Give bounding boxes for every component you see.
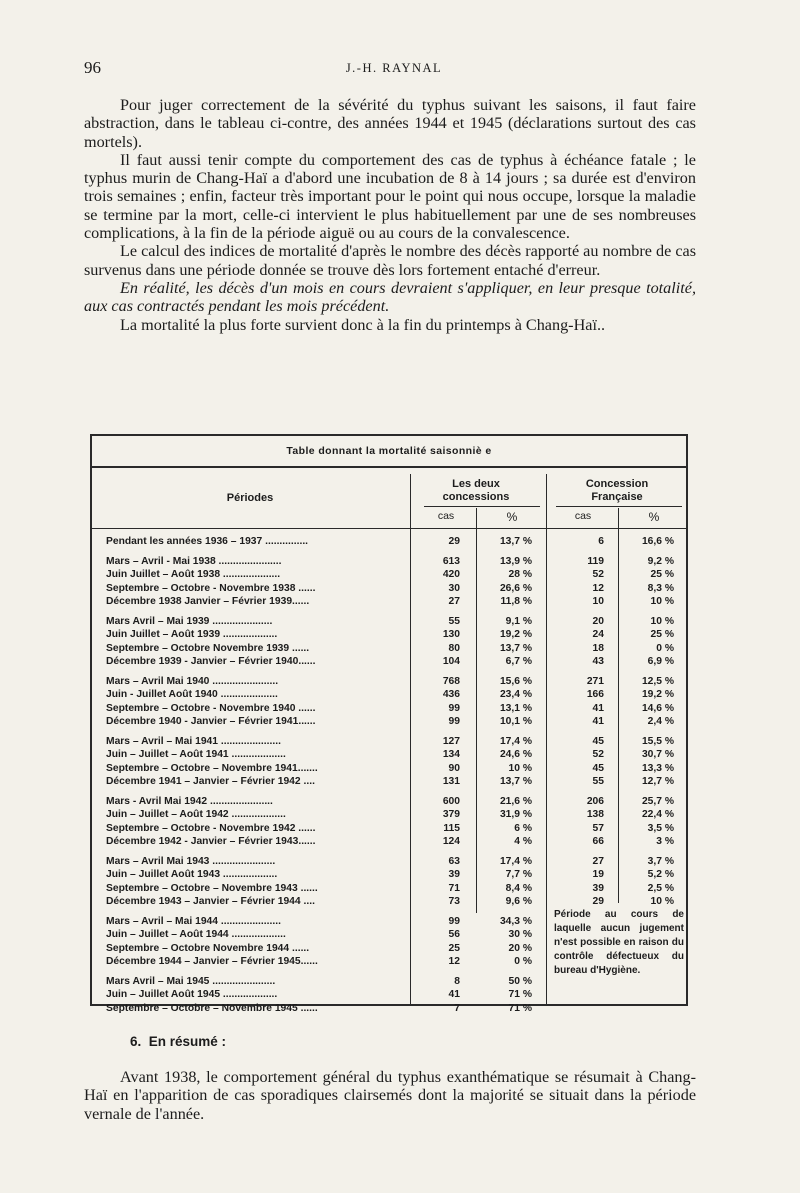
cell-cas-french: 39 [592,882,604,894]
cell-cas-both: 379 [442,809,460,821]
cell-pct-french: 0 % [656,642,674,654]
table-row [92,775,686,788]
cell-cas-french: 55 [592,776,604,787]
table-row [92,702,686,715]
cell-period: Mars – Avril – Mai 1941 ..................... [106,735,281,747]
cell-pct-french: 5,2 % [647,869,674,881]
cell-cas-french: 19 [592,869,604,881]
cell-cas-both: 41 [448,989,460,1001]
cell-pct-french: 2,5 % [647,882,674,894]
paragraph-5: La mortalité la plus forte survient donc à la fin du printemps à Chang-Haï.. [120,315,606,334]
col-header-group1-line2: concessions [442,491,510,503]
table-row [92,715,686,728]
cell-pct-french: 30,7 % [641,749,674,761]
cell-pct-both: 13,1 % [499,702,532,714]
cell-period: Juin – Juillet Août 1945 ................... [106,989,278,1001]
cell-period: Septembre – Octobre Novembre 1939 ...... [106,642,310,654]
table-row [92,795,686,808]
cell-pct-both: 17,4 % [499,735,532,747]
cell-cas-both: 80 [448,642,460,654]
table-row [92,822,686,835]
cell-cas-french: 41 [592,716,604,727]
cell-period: Mars - Avril Mai 1942 ...................... [106,795,273,807]
table-row [92,615,686,628]
cell-pct-both: 10 % [508,762,532,774]
cell-cas-both: 56 [448,929,460,941]
cell-period: Septembre – Octobre – Novembre 1943 ...... [106,882,318,894]
table-row [92,555,686,568]
cell-period: Juin Juillet – Août 1939 ................... [106,629,278,641]
cell-period: Pendant les années 1936 – 1937 ............... [106,536,309,547]
col-header-periodes: Périodes [226,492,274,504]
cell-cas-both: 99 [448,915,460,927]
body-text-bottom [84,1068,696,1123]
cell-pct-both: 71 % [508,989,532,1001]
cell-pct-french: 6,9 % [647,656,674,667]
col-header-group2-line1: Concession [585,478,649,490]
cell-period: Juin – Juillet – Août 1944 ................... [106,929,286,941]
paragraph-1: Pour juger correctement de la sévérité du typhus suivant les saisons, il faut faire abstraction, dans le tableau ci-contre, des années 1944 et 1945 (déclarations surtout des cas mortels). [84,96,696,151]
cell-cas-both: 39 [448,869,460,881]
cell-pct-both: 6 % [514,822,532,834]
cell-period: Juin – Juillet – Août 1942 ................... [106,809,286,821]
cell-cas-both: 12 [448,956,460,967]
cell-cas-both: 63 [448,855,460,867]
table-row [92,655,686,668]
cell-period: Mars – Avril Mai 1940 ....................... [106,675,279,687]
cell-cas-french: 119 [587,555,604,567]
table-row [92,988,686,1001]
cell-cas-both: 27 [448,596,460,607]
cell-cas-both: 73 [448,896,460,907]
cell-pct-french: 14,6 % [641,702,674,714]
table-row [92,628,686,641]
cell-period: Mars Avril – Mai 1945 ...................... [106,975,276,987]
cell-period: Décembre 1938 Janvier – Février 1939...... [106,596,310,607]
table-row [92,762,686,775]
cell-cas-both: 99 [448,702,460,714]
cell-period: Mars – Avril - Mai 1938 ...................... [106,555,282,567]
cell-cas-both: 127 [442,735,460,747]
cell-pct-both: 17,4 % [499,855,532,867]
cell-pct-french: 13,3 % [641,762,674,774]
cell-pct-both: 15,6 % [499,675,532,687]
cell-pct-both: 20 % [508,942,532,954]
cell-pct-french: 12,5 % [641,675,674,687]
cell-pct-both: 8,4 % [505,882,532,894]
table-row [92,1002,686,1015]
cell-cas-french: 66 [592,836,604,847]
cell-period: Décembre 1941 – Janvier – Février 1942 .... [106,776,315,787]
cell-pct-french: 3,7 % [647,855,674,867]
cell-pct-both: 6,7 % [505,656,532,667]
cell-pct-both: 9,6 % [505,896,532,907]
cell-period: Juin Juillet – Août 1938 .................... [106,569,281,581]
table-row [92,808,686,821]
cell-period: Décembre 1939 - Janvier – Février 1940...... [106,656,316,667]
cell-pct-french: 25 % [650,629,674,641]
page-header [84,58,704,84]
cell-pct-both: 30 % [508,929,532,941]
cell-cas-french: 6 [598,536,604,547]
cell-cas-french: 45 [592,762,604,774]
cell-cas-both: 99 [448,716,460,727]
cell-pct-french: 22,4 % [641,809,674,821]
table-title: Table donnant la mortalité saisonniè e [286,445,492,457]
cell-cas-french: 166 [586,689,604,701]
cell-period: Septembre – Octobre – Novembre 1945 ...... [106,1002,318,1014]
cell-period: Septembre – Octobre - Novembre 1938 ...... [106,582,316,594]
table-row [92,895,686,908]
title-rule [92,466,686,468]
cell-pct-both: 11,8 % [500,596,532,607]
cell-pct-both: 19,2 % [499,629,532,641]
cell-period: Décembre 1943 – Janvier – Février 1944 .... [106,896,315,907]
cell-cas-french: 45 [592,735,604,747]
cell-pct-french: 25 % [650,569,674,581]
cell-cas-french: 10 [592,596,604,607]
cell-pct-french: 10 % [650,896,674,907]
col-header-group1-line1: Les deux [452,478,500,490]
cell-cas-french: 52 [592,569,604,581]
cell-pct-both: 34,3 % [499,915,532,927]
cell-pct-french: 10 % [650,615,674,627]
cell-pct-both: 13,9 % [499,555,532,567]
cell-cas-both: 124 [442,836,460,847]
cell-period: Septembre – Octobre - Novembre 1942 ...... [106,822,316,834]
cell-cas-french: 29 [592,896,604,907]
cell-cas-french: 24 [592,629,604,641]
table-row [92,735,686,748]
cell-cas-french: 57 [592,822,604,834]
table-row [92,868,686,881]
cell-pct-both: 0 % [514,956,532,967]
cell-cas-french: 20 [592,615,604,627]
cell-pct-french: 25,7 % [641,795,674,807]
section-title: En résumé : [148,1034,227,1049]
cell-period: Mars – Avril – Mai 1944 ..................... [106,915,281,927]
cell-pct-both: 13,7 % [499,776,532,787]
table-row [92,835,686,848]
table-row [92,582,686,595]
cell-period: Décembre 1942 - Janvier – Février 1943...... [106,836,316,847]
cell-cas-both: 8 [454,975,460,987]
cell-period: Mars Avril – Mai 1939 ..................... [106,615,273,627]
cell-cas-both: 600 [442,795,460,807]
cell-pct-french: 2,4 % [647,716,674,727]
cell-cas-both: 25 [448,942,460,954]
cell-pct-french: 19,2 % [641,689,674,701]
sub-header-cas-1: cas [437,510,455,522]
cell-cas-both: 7 [454,1002,460,1014]
mortality-table [90,434,688,1014]
paragraph-4: En réalité, les décès d'un mois en cours devraient s'appliquer, en leur presque totalité, aux cas contractés pendant les mois précédent. [84,278,696,316]
cell-cas-french: 18 [592,642,604,654]
cell-cas-french: 52 [592,749,604,761]
cell-pct-both: 71 % [508,1002,532,1014]
cell-period: Septembre – Octobre Novembre 1944 ...... [106,942,310,954]
page-number: 96 [84,58,101,77]
cell-cas-both: 130 [442,629,460,641]
sub-header-pct-1: % [506,510,518,524]
cell-period: Juin – Juillet – Août 1941 ................... [106,749,286,761]
table-footnote: Période au cours de laquelle aucun jugement n'est possible en raison du contrôle défectueux du bureau d'Hygiène. [554,909,684,976]
cell-pct-both: 24,6 % [499,749,532,761]
cell-pct-both: 21,6 % [499,795,532,807]
table-row [92,535,686,548]
header-rule [92,528,686,529]
cell-period: Septembre – Octobre – Novembre 1941....... [106,762,318,774]
sub-header-cas-2: cas [574,510,592,522]
cell-cas-both: 29 [448,536,460,547]
cell-pct-french: 9,2 % [647,555,674,567]
cell-pct-french: 8,3 % [647,582,674,594]
cell-pct-both: 4 % [514,836,532,847]
cell-period: Juin – Juillet Août 1943 ................... [106,869,278,881]
cell-period: Juin - Juillet Août 1940 .................... [106,689,278,701]
cell-cas-both: 768 [442,675,460,687]
cell-pct-french: 12,7 % [641,776,674,787]
sub-header-pct-2: % [648,510,660,524]
cell-pct-both: 13,7 % [499,642,532,654]
cell-cas-french: 206 [586,795,604,807]
cell-pct-french: 16,6 % [641,536,674,547]
cell-pct-both: 50 % [508,975,532,987]
cell-pct-both: 7,7 % [505,869,532,881]
paragraph-3: Le calcul des indices de mortalité d'après le nombre des décès rapporté au nombre de cas survenus dans une période donnée se trouve dès lors fortement entaché d'erreur. [84,242,696,279]
cell-cas-both: 90 [448,762,460,774]
table-row [92,748,686,761]
cell-cas-both: 420 [442,569,460,581]
cell-period: Mars – Avril Mai 1943 ...................... [106,855,276,867]
cell-cas-both: 30 [448,582,460,594]
cell-period: Décembre 1940 - Janvier – Février 1941...... [106,716,316,727]
table-row [92,675,686,688]
cell-period: Décembre 1944 – Janvier – Février 1945...... [106,956,318,967]
table-row [92,882,686,895]
cell-cas-both: 436 [442,689,460,701]
cell-cas-french: 12 [592,582,604,594]
cell-cas-both: 131 [442,776,460,787]
section-heading [130,1034,226,1049]
cell-pct-both: 26,6 % [499,582,532,594]
table-row [92,595,686,608]
cell-cas-both: 613 [442,555,460,567]
cell-period: Septembre – Octobre - Novembre 1940 ...... [106,702,316,714]
cell-pct-both: 10,1 % [499,716,532,727]
section-number: 6. [130,1034,142,1049]
cell-pct-both: 13,7 % [499,536,532,547]
cell-pct-french: 3 % [656,836,674,847]
col-header-group2-line2: Française [591,491,643,503]
cell-pct-both: 31,9 % [499,809,532,821]
cell-cas-french: 43 [592,656,604,667]
cell-cas-french: 27 [592,855,604,867]
cell-pct-french: 10 % [650,596,674,607]
cell-cas-french: 41 [592,702,604,714]
cell-pct-both: 9,1 % [505,615,532,627]
cell-cas-both: 55 [448,615,460,627]
subheader-rule-2 [556,506,682,507]
cell-cas-french: 138 [586,809,604,821]
cell-cas-both: 71 [448,882,460,894]
cell-cas-both: 134 [442,749,460,761]
cell-pct-french: 15,5 % [641,735,674,747]
cell-cas-both: 115 [443,822,460,834]
paragraph-bottom-1: Avant 1938, le comportement général du typhus exanthématique se résumait à Chang-Haï en l'apparition de cas sporadiques clairsemés dont la majorité se situait dans la période vernale de l'année. [84,1068,696,1123]
table-row [92,642,686,655]
subheader-rule-1 [424,506,540,507]
cell-pct-french: 3,5 % [647,822,674,834]
cell-pct-both: 23,4 % [499,689,532,701]
running-head-author: J.-H. RAYNAL [345,61,443,75]
table-row [92,568,686,581]
cell-cas-french: 271 [586,675,604,687]
cell-pct-both: 28 % [508,569,532,581]
table-row [92,688,686,701]
table-row [92,855,686,868]
body-text-top [84,96,696,334]
cell-cas-both: 104 [442,656,460,667]
paragraph-2: Il faut aussi tenir compte du comportement des cas de typhus à échéance fatale ; le typhus murin de Chang-Haï a d'abord une incubation de 8 à 14 jours ; sa durée est d'environ trois semaines ; enfin, facteur très important pour le point qui nous occupe, lorsque la maladie se termine par la mort, celle-ci intervient le plus habituellement par une de ses nombreuses complications, à la fin de la période aiguë ou au cours de la convalescence. [84,150,696,243]
